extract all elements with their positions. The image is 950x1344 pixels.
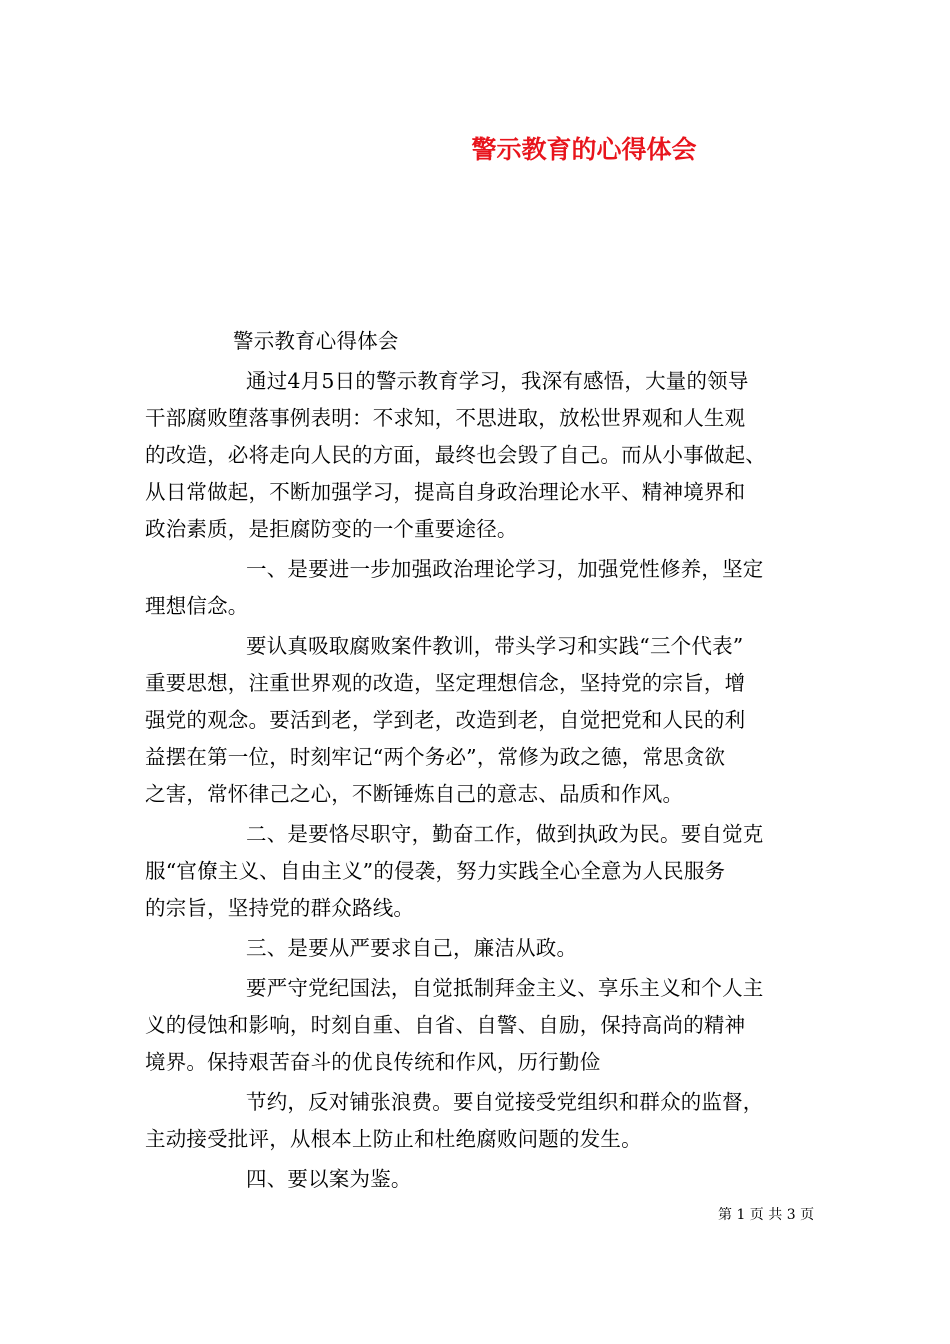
paragraph-line: 二、是要恪尽职守，勤奋工作，做到执政为民。要自觉克 <box>246 822 764 846</box>
paragraph-line: 强党的观念。要活到老，学到老，改造到老，自觉把党和人民的利 <box>145 708 746 732</box>
document-subheading: 警示教育心得体会 <box>233 329 399 353</box>
paragraph-line: 要认真吸取腐败案件教训，带头学习和实践“三个代表” <box>246 634 744 658</box>
page-number: 第 1 页 共 3 页 <box>718 1207 815 1223</box>
paragraph-line: 益摆在第一位，时刻牢记“两个务必”，常修为政之德，常思贪欲 <box>145 745 726 769</box>
paragraph-line: 政治素质，是拒腐防变的一个重要途径。 <box>145 517 518 541</box>
paragraph-line: 三、是要从严要求自己，廉洁从政。 <box>246 936 578 960</box>
paragraph-line: 节约，反对铺张浪费。要自觉接受党组织和群众的监督， <box>246 1090 764 1114</box>
paragraph-line: 要严守党纪国法，自觉抵制拜金主义、享乐主义和个人主 <box>246 976 764 1000</box>
paragraph-line: 境界。保持艰苦奋斗的优良传统和作风，历行勤俭 <box>145 1050 601 1074</box>
document-body <box>145 323 810 1198</box>
paragraph-line: 的宗旨，坚持党的群众路线。 <box>145 896 415 920</box>
paragraph-line: 服“官僚主义、自由主义”的侵袭，努力实践全心全意为人民服务 <box>145 859 726 883</box>
paragraph-line: 通过4月5日的警示教育学习，我深有感悟，大量的领导 <box>246 369 749 393</box>
paragraph-line: 主动接受批评，从根本上防止和杜绝腐败问题的发生。 <box>145 1127 642 1151</box>
paragraph-line: 的改造，必将走向人民的方面，最终也会毁了自己。而从小事做起、 <box>145 443 766 467</box>
paragraph-line: 四、要以案为鉴。 <box>246 1167 412 1191</box>
document-title: 警示教育的心得体会 <box>471 135 697 164</box>
paragraph-line: 义的侵蚀和影响，时刻自重、自省、自警、自励，保持高尚的精神 <box>145 1013 746 1037</box>
paragraph-line: 一、是要进一步加强政治理论学习，加强党性修养，坚定 <box>246 557 764 581</box>
paragraph-line: 理想信念。 <box>145 594 249 618</box>
paragraph-line: 干部腐败堕落事例表明：不求知，不思进取，放松世界观和人生观 <box>145 406 746 430</box>
paragraph-line: 从日常做起，不断加强学习，提高自身政治理论水平、精神境界和 <box>145 480 746 504</box>
paragraph-line: 重要思想，注重世界观的改造，坚定理想信念，坚持党的宗旨，增 <box>145 671 746 695</box>
paragraph-line: 之害，常怀律己之心，不断锤炼自己的意志、品质和作风。 <box>145 782 684 806</box>
